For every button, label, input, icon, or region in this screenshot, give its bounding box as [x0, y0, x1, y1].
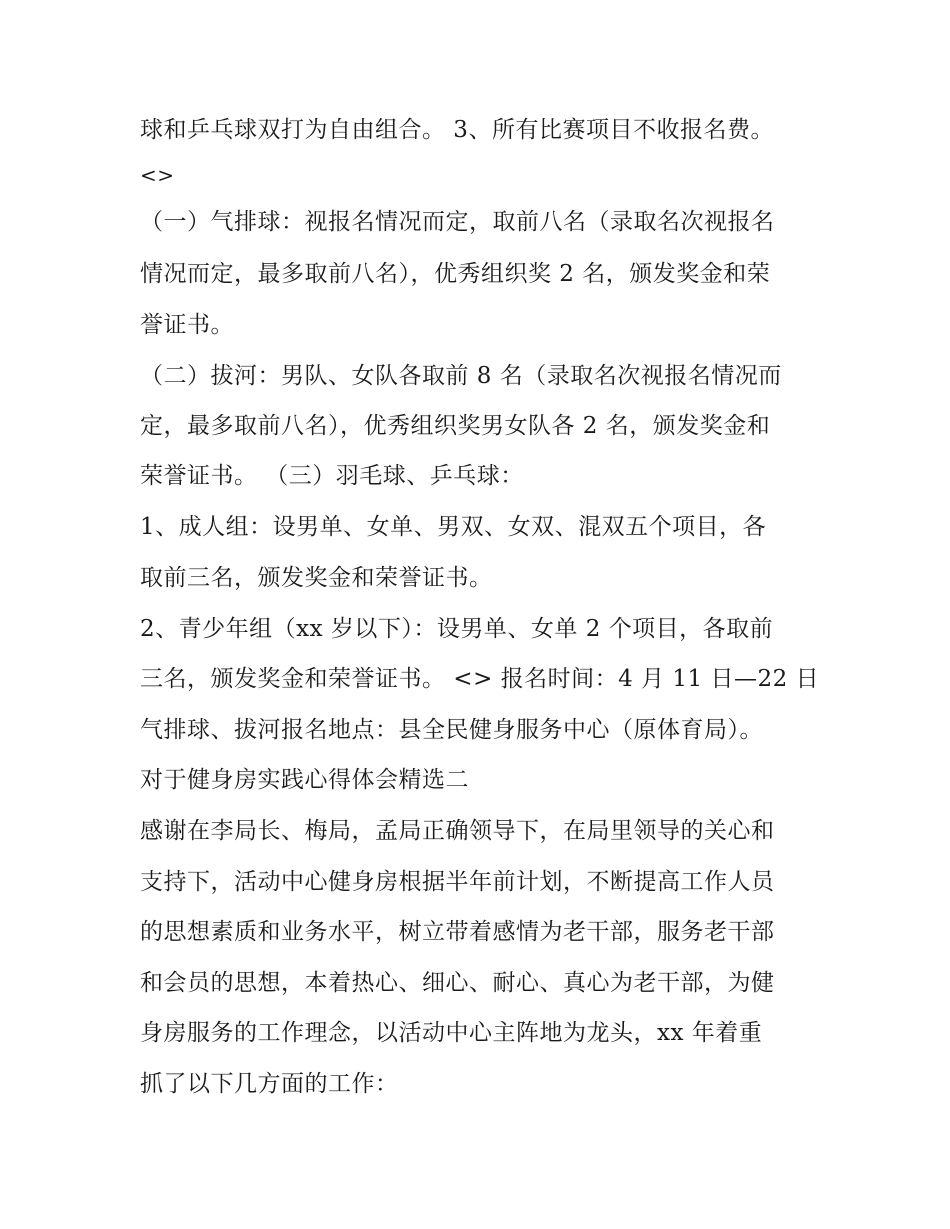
- text-line-12: 三名，颁发奖金和荣誉证书。 <> 报名时间：4 月 11 日—22 日: [140, 666, 820, 692]
- text-line-13: 气排球、拔河报名地点：县全民健身服务中心（原体育局）。: [140, 717, 763, 743]
- text-line-4: 情况而定，最多取前八名），优秀组织奖 2 名，颁发奖金和荣: [140, 261, 771, 287]
- text-line-17: 的思想素质和业务水平，树立带着感情为老干部，服务老干部: [140, 919, 775, 945]
- text-line-10: 取前三名，颁发奖金和荣誉证书。: [140, 565, 493, 591]
- text-line-5: 誉证书。: [140, 312, 234, 338]
- text-line-1: 球和乒乓球双打为自由组合。 3、所有比赛项目不收报名费。: [140, 117, 774, 143]
- text-line-6: （二）拔河：男队、女队各取前 8 名（录取名次视报名情况而: [140, 363, 782, 389]
- text-line-8: 荣誉证书。 （三）羽毛球、乒乓球：: [140, 463, 524, 489]
- section-heading: 对于健身房实践心得体会精选二: [140, 767, 469, 793]
- text-line-18: 和会员的思想，本着热心、细心、耐心、真心为老干部，为健: [140, 970, 775, 996]
- text-line-11: 2、青少年组（xx 岁以下）：设男单、女单 2 个项目，各取前: [140, 616, 774, 642]
- text-line-19: 身房服务的工作理念，以活动中心主阵地为龙头，xx 年着重: [140, 1020, 763, 1046]
- text-line-3: （一）气排球：视报名情况而定，取前八名（录取名次视报名: [140, 209, 775, 235]
- text-line-9: 1、成人组：设男单、女单、男双、女双、混双五个项目，各: [140, 514, 767, 540]
- text-line-16: 支持下，活动中心健身房根据半年前计划，不断提高工作人员: [140, 869, 775, 895]
- text-line-15: 感谢在李局长、梅局，孟局正确领导下，在局里领导的关心和: [140, 818, 775, 844]
- text-line-2: <>: [140, 163, 175, 187]
- text-line-20: 抓了以下几方面的工作：: [140, 1071, 399, 1097]
- text-line-7: 定，最多取前八名），优秀组织奖男女队各 2 名，颁发奖金和: [140, 413, 771, 439]
